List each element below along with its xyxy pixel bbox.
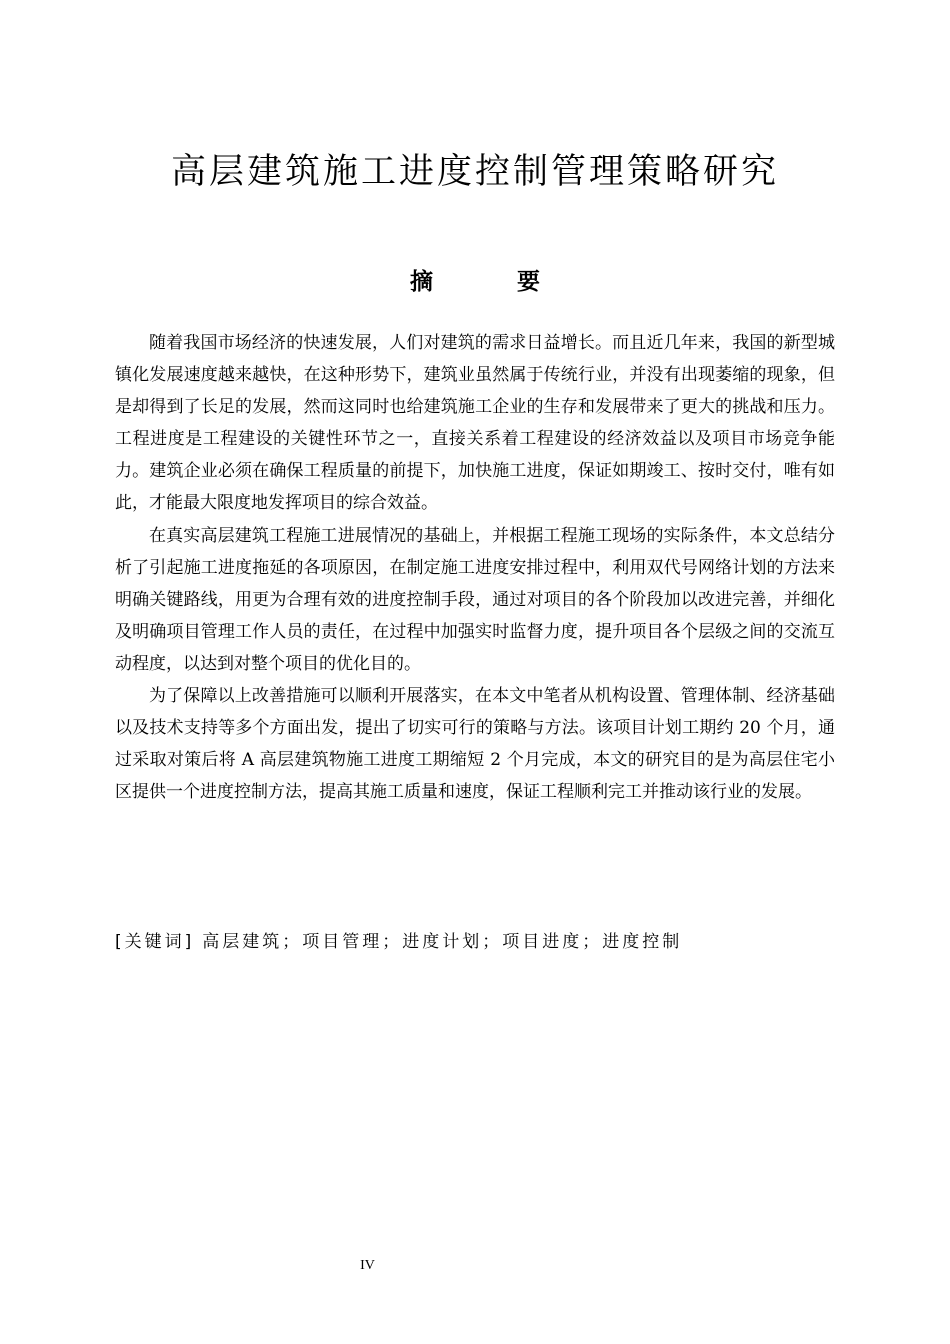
keywords-label: [关键词]: [115, 932, 195, 952]
abstract-paragraph-2: 在真实高层建筑工程施工进展情况的基础上，并根据工程施工现场的实际条件，本文总结分析了引起施工进度拖延的各项原因，在制定施工进度安排过程中，利用双代号网络计划的方法来明确关键路线，用更为合理有效的进度控制手段，通过对项目的各个阶段加以改进完善，并细化及明确项目管理工作人员的责任，在过程中加强实时监督力度，提升项目各个层级之间的交流互动程度，以达到对整个项目的优化目的。: [115, 525, 835, 674]
page-number: IV: [360, 1258, 375, 1273]
keywords-text: 高层建筑；项目管理；进度计划；项目进度；进度控制: [202, 932, 683, 952]
abstract-paragraph-3: 为了保障以上改善措施可以顺利开展落实，在本文中笔者从机构设置、管理体制、经济基础以及技术支持等多个方面出发，提出了切实可行的策略与方法。该项目计划工期约 20 个月，通过采取对策后将 A 高层建筑物施工进度工期缩短 2 个月完成，本文的研究目的是为高层住宅小区提供一个进度控制方法，提高其施工质量和速度，保证工程顺利完工并推动该行业的发展。: [115, 686, 835, 803]
abstract-paragraph-1: 随着我国市场经济的快速发展，人们对建筑的需求日益增长。而且近几年来，我国的新型城镇化发展速度越来越快，在这种形势下，建筑业虽然属于传统行业，并没有出现萎缩的现象，但是却得到了长足的发展，然而这同时也给建筑施工企业的生存和发展带来了更大的挑战和压力。工程进度是工程建设的关键性环节之一，直接关系着工程建设的经济效益以及项目市场竞争能力。建筑企业必须在确保工程质量的前提下，加快施工进度，保证如期竣工、按时交付，唯有如此，才能最大限度地发挥项目的综合效益。: [115, 333, 835, 514]
abstract-heading: 摘 要: [409, 269, 578, 295]
abstract-body: [115, 327, 835, 808]
paper-title: 高层建筑施工进度控制管理策略研究: [170, 152, 779, 192]
keywords-line: [115, 927, 835, 957]
